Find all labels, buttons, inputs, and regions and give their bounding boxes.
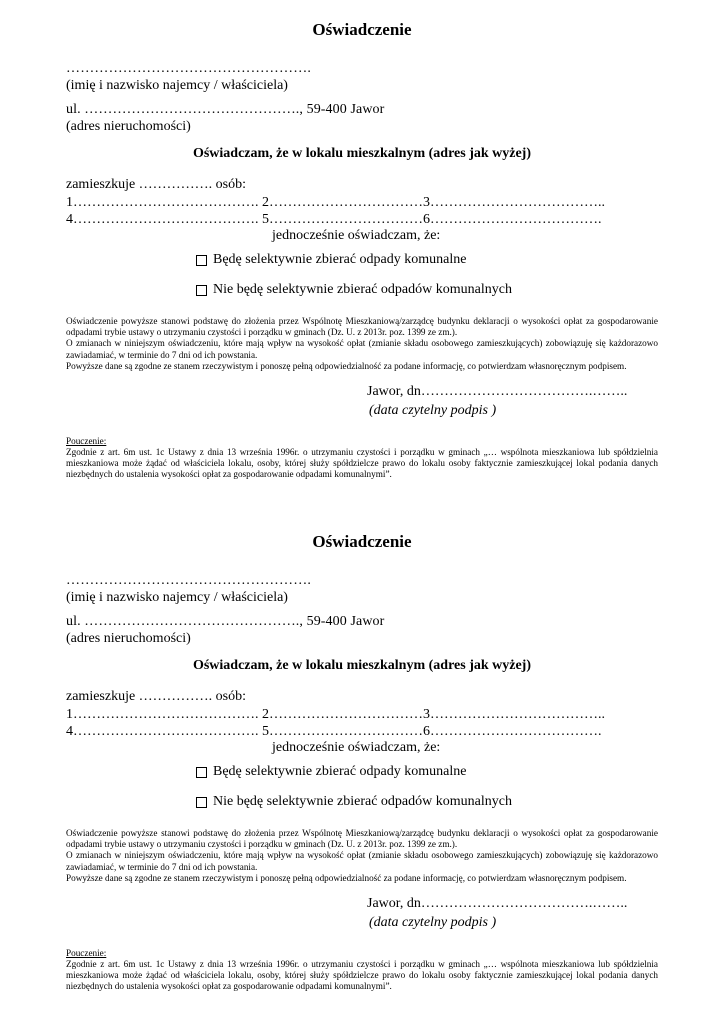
declaration-form-2 [0,512,724,1024]
residents-row-2[interactable]: 4…………………………………. 5……………………………6………………………………. [66,212,602,227]
also-declare-text: jednocześnie oświadczam, że: [272,228,441,243]
notice-title: Pouczenie: [66,948,107,958]
option-no-sort-waste[interactable] [196,282,512,298]
option-no-sort-label: Nie będę selektywnie zbierać odpadów komunalnych [213,794,512,809]
name-field[interactable]: ……………………………………………. [66,573,312,588]
also-declare-text: jednocześnie oświadczam, że: [272,740,441,755]
declaration-heading: Oświadczam, że w lokalu mieszkalnym (adres jak wyżej) [192,146,532,161]
notice-text: Zgodnie z art. 6m ust. 1c Ustawy z dnia 13 września 1996r. o utrzymaniu czystości i porządku w gminach „… wspólnota mieszkaniowa lub spółdzielnia mieszkaniowa może żądać od właściciela lokalu, osoby, której służy spółdzielcze prawo do lokalu osoby faktycznie zamieszkującej lokal podania danych niezbędnych do ustalenia wysokości opłat za gospodarowanie odpadami komunalnymi”. [66,447,658,480]
form-title: Oświadczenie [312,532,412,551]
info-paragraph-3: Powyższe dane są zgodne ze stanem rzeczywistym i ponoszę pełną odpowiedzialność za podane informację, co potwierdzam własnoręcznym podpisem. [66,360,627,371]
residents-row-1[interactable]: 1…………………………………. 2……………………………3……………………………….. [66,707,605,722]
notice-title: Pouczenie: [66,436,107,446]
option-sort-label: Będę selektywnie zbierać odpady komunalne [213,764,467,779]
name-caption: (imię i nazwisko najemcy / właściciela) [66,590,288,605]
info-paragraph-1: Oświadczenie powyższe stanowi podstawę do złożenia przez Wspólnotę Mieszkaniową/zarządcę budynku deklaracji o wysokości opłat za gospodarowanie odpadami trybie ustawy o utrzymaniu czystości i porządku w gminach (Dz. U. z 2013r. poz. 1399 ze zm.). [66,828,658,850]
name-field[interactable]: ……………………………………………. [66,61,312,76]
residents-row-2[interactable]: 4…………………………………. 5……………………………6………………………………. [66,724,602,739]
checkbox-sort-waste[interactable] [196,255,207,266]
form-title: Oświadczenie [312,20,412,39]
residents-row-1[interactable]: 1…………………………………. 2……………………………3……………………………….. [66,195,605,210]
option-no-sort-waste[interactable] [196,794,512,810]
address-caption: (adres nieruchomości) [66,119,191,134]
declaration-heading: Oświadczam, że w lokalu mieszkalnym (adres jak wyżej) [192,658,532,673]
info-paragraph-1: Oświadczenie powyższe stanowi podstawę do złożenia przez Wspólnotę Mieszkaniową/zarządcę budynku deklaracji o wysokości opłat za gospodarowanie odpadami trybie ustawy o utrzymaniu czystości i porządku w gminach (Dz. U. z 2013r. poz. 1399 ze zm.). [66,316,658,338]
checkbox-sort-waste[interactable] [196,767,207,778]
signature-field[interactable]: Jawor, dn……………………………….…….. [367,896,628,911]
info-paragraph-3: Powyższe dane są zgodne ze stanem rzeczywistym i ponoszę pełną odpowiedzialność za podane informację, co potwierdzam własnoręcznym podpisem. [66,872,627,883]
notice-text: Zgodnie z art. 6m ust. 1c Ustawy z dnia 13 września 1996r. o utrzymaniu czystości i porządku w gminach „… wspólnota mieszkaniowa lub spółdzielnia mieszkaniowa może żądać od właściciela lokalu, osoby, której służy spółdzielcze prawo do lokalu osoby faktycznie zamieszkującej lokal podania danych niezbędnych do ustalenia wysokości opłat za gospodarowanie odpadami komunalnymi”. [66,959,658,992]
address-field[interactable]: ul. ………………………………………., 59-400 Jawor [66,102,385,117]
address-field[interactable]: ul. ………………………………………., 59-400 Jawor [66,614,385,629]
residents-count-field[interactable]: zamieszkuje ……………. osób: [66,177,247,192]
option-sort-waste[interactable] [196,252,466,268]
option-no-sort-label: Nie będę selektywnie zbierać odpadów komunalnych [213,282,512,297]
name-caption: (imię i nazwisko najemcy / właściciela) [66,78,288,93]
checkbox-no-sort-waste[interactable] [196,285,207,296]
address-caption: (adres nieruchomości) [66,631,191,646]
info-block [66,828,658,884]
option-sort-label: Będę selektywnie zbierać odpady komunalne [213,252,467,267]
signature-caption: (data czytelny podpis ) [369,915,497,930]
residents-count-field[interactable]: zamieszkuje ……………. osób: [66,689,247,704]
signature-caption: (data czytelny podpis ) [369,403,497,418]
info-paragraph-2: O zmianach w niniejszym oświadczeniu, które mają wpływ na wysokość opłat (zmianie składu osobowego zamieszkujących) zobowiązuję się każdorazowo zawiadamiać, w terminie do 7 dni od ich powstania. [66,850,658,872]
info-paragraph-2: O zmianach w niniejszym oświadczeniu, które mają wpływ na wysokość opłat (zmianie składu osobowego zamieszkujących) zobowiązuję się każdorazowo zawiadamiać, w terminie do 7 dni od ich powstania. [66,338,658,360]
checkbox-no-sort-waste[interactable] [196,797,207,808]
signature-field[interactable]: Jawor, dn……………………………….…….. [367,384,628,399]
option-sort-waste[interactable] [196,764,466,780]
info-block [66,316,658,372]
